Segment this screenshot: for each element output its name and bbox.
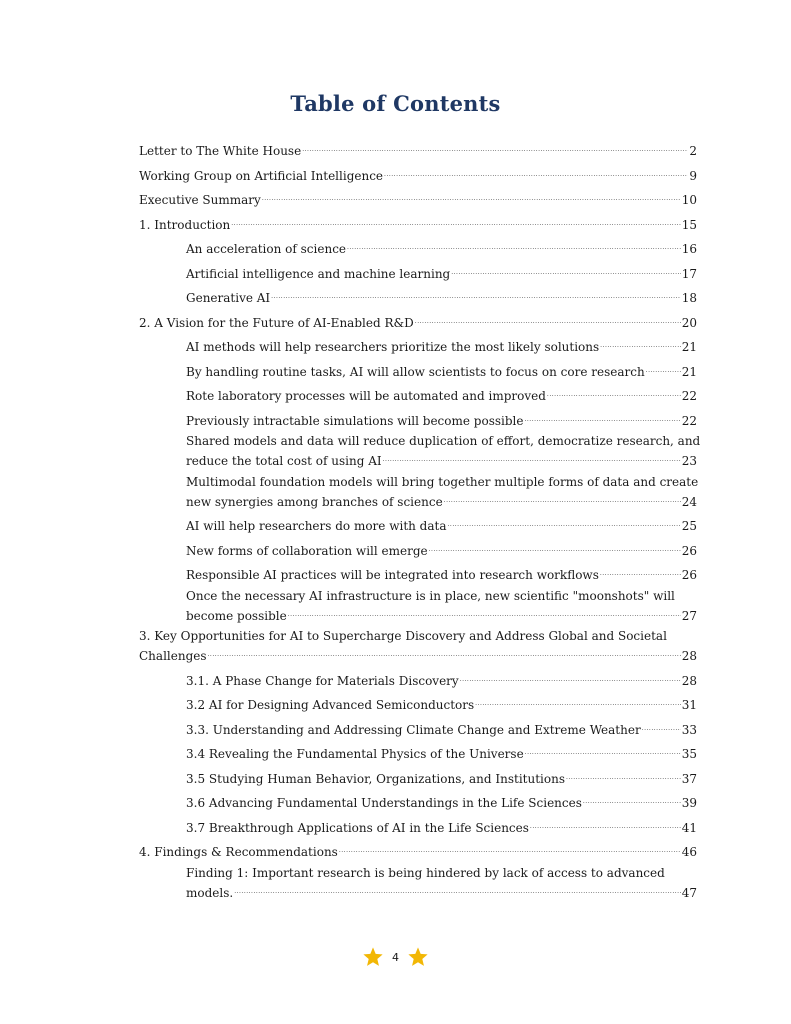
toc-entry-title: 3.4 Revealing the Fundamental Physics of the Universe [186, 747, 524, 761]
toc-entry-page: 26 [681, 543, 697, 558]
toc-entry-title: 3.2 AI for Designing Advanced Semiconductors [186, 698, 475, 712]
toc-entry[interactable] [186, 286, 697, 305]
toc-entry-title: 3. Key Opportunities for AI to Supercharge Discovery and Address Global and Societal [139, 629, 667, 643]
toc-entry-title: reduce the total cost of using AI [186, 454, 382, 468]
toc-entry-title: Previously intractable simulations will become possible [186, 413, 524, 428]
toc-entry-title: New forms of collaboration will emerge [186, 543, 428, 558]
toc-entry-title: Generative AI [186, 291, 271, 305]
dot-leader [384, 164, 688, 180]
dot-leader [475, 693, 681, 709]
toc-entry-title: Multimodal foundation models will bring together multiple forms of data and create [186, 474, 699, 489]
page-title: Table of Contents [290, 91, 501, 116]
toc-entry-title: AI methods will help researchers prioritize the most likely solutions [186, 340, 600, 354]
toc-entry-title: 2. A Vision for the Future of AI-Enabled R&D [139, 315, 414, 330]
toc-entry[interactable] [139, 311, 697, 330]
dot-leader [302, 139, 688, 155]
toc-entry-page: 23 [681, 454, 697, 468]
toc-entry[interactable] [186, 563, 697, 582]
toc-entry[interactable] [186, 588, 697, 623]
toc-entry-title: 1. Introduction [139, 217, 231, 232]
dot-leader [524, 409, 680, 425]
dot-leader [208, 644, 681, 660]
toc-entry-title: Executive Summary [139, 193, 261, 207]
toc-entry[interactable] [186, 816, 697, 835]
toc-entry-page: 37 [681, 771, 697, 786]
toc-entry-page: 15 [681, 217, 697, 232]
toc-entry-title: new synergies among branches of science [186, 494, 443, 509]
star-icon [362, 946, 384, 968]
dot-leader [262, 188, 681, 204]
toc-entry-page: 25 [681, 519, 697, 533]
toc-entry-title: AI will help researchers do more with data [186, 519, 447, 533]
toc-entry-title: Challenges [139, 649, 207, 663]
dot-leader [530, 816, 681, 832]
dot-leader [451, 262, 680, 278]
toc-entry[interactable] [139, 840, 697, 859]
toc-entry-page: 47 [681, 885, 697, 900]
toc-entry-title: 3.6 Advancing Fundamental Understandings in the Life Sciences [186, 796, 582, 810]
dot-leader [646, 360, 681, 376]
toc-entry-page: 16 [681, 242, 697, 256]
toc-entry-title: By handling routine tasks, AI will allow scientists to focus on core research [186, 364, 645, 379]
dot-leader [566, 767, 681, 783]
toc-entry-page: 21 [681, 364, 697, 379]
toc-entry[interactable] [139, 213, 697, 232]
dot-leader [234, 881, 681, 897]
toc-entry[interactable] [186, 237, 697, 256]
toc-entry-page: 2 [689, 144, 697, 158]
toc-entry[interactable] [139, 628, 697, 663]
toc-entry[interactable] [186, 514, 697, 533]
toc-entry-title: 3.3. Understanding and Addressing Climate Change and Extreme Weather [186, 722, 641, 737]
toc-entry[interactable] [139, 164, 697, 183]
dot-leader [460, 669, 681, 685]
toc-entry-title: 3.5 Studying Human Behavior, Organizations, and Institutions [186, 771, 565, 786]
toc-entry[interactable] [186, 669, 697, 688]
toc-entry-page: 31 [681, 698, 697, 712]
toc-entry[interactable] [186, 360, 697, 379]
toc-entry[interactable] [186, 474, 699, 509]
toc-entry-page: 9 [689, 168, 697, 183]
toc-entry-title: models. [186, 885, 234, 900]
toc-entry-title: Once the necessary AI infrastructure is in place, new scientific "moonshots" will [186, 588, 675, 603]
dot-leader [600, 335, 681, 351]
toc-entry-page: 46 [681, 845, 697, 859]
toc-entry[interactable] [186, 767, 697, 786]
dot-leader [231, 213, 680, 229]
toc-entry[interactable] [186, 335, 697, 354]
dot-leader [339, 840, 681, 856]
toc-entry-page: 22 [681, 413, 697, 428]
toc-entry-title: An acceleration of science [186, 242, 347, 256]
toc-entry-page: 18 [681, 291, 697, 305]
toc-entry-page: 39 [681, 796, 697, 810]
toc-entry-page: 27 [681, 608, 697, 623]
toc-entry-title: 4. Findings & Recommendations [139, 845, 338, 859]
toc-entry-page: 33 [681, 722, 697, 737]
toc-entry-page: 17 [681, 266, 697, 281]
toc-entry-page: 28 [681, 673, 697, 688]
toc-entry-page: 35 [681, 747, 697, 761]
toc-entry-title: Letter to The White House [139, 144, 302, 158]
dot-leader [347, 237, 681, 253]
dot-leader [600, 563, 681, 579]
star-icon [407, 946, 429, 968]
toc-entry[interactable] [139, 188, 697, 207]
toc-entry[interactable] [186, 865, 697, 900]
dot-leader [271, 286, 681, 302]
dot-leader [448, 514, 681, 530]
toc-entry-title: Working Group on Artificial Intelligence [139, 168, 384, 183]
dot-leader [525, 742, 681, 758]
dot-leader [642, 718, 681, 734]
dot-leader [583, 791, 681, 807]
dot-leader [415, 311, 681, 327]
toc-entry[interactable] [186, 718, 697, 737]
toc-entry-title: 3.7 Breakthrough Applications of AI in the Life Sciences [186, 820, 529, 835]
toc-entry-page: 28 [681, 649, 697, 663]
dot-leader [444, 490, 681, 506]
page-number: 4 [392, 950, 399, 964]
dot-leader [547, 384, 681, 400]
dot-leader [383, 449, 681, 465]
toc-entry[interactable] [186, 384, 697, 403]
toc-entry[interactable] [186, 409, 697, 428]
toc-entry-title: Artificial intelligence and machine learning [186, 266, 451, 281]
toc-entry-title: become possible [186, 608, 287, 623]
toc-entry-page: 26 [681, 568, 697, 582]
toc-entry[interactable] [186, 433, 701, 468]
toc-entry-page: 22 [681, 389, 697, 403]
table-of-contents [139, 139, 701, 905]
toc-entry[interactable] [186, 693, 697, 712]
toc-entry[interactable] [139, 139, 697, 158]
dot-leader [288, 604, 681, 620]
toc-entry-page: 20 [681, 315, 697, 330]
toc-entry-title: Rote laboratory processes will be automated and improved [186, 389, 546, 403]
dot-leader [429, 539, 681, 555]
toc-entry[interactable] [186, 791, 697, 810]
toc-entry-page: 10 [681, 193, 697, 207]
toc-entry-page: 41 [681, 820, 697, 835]
toc-entry-page: 24 [681, 494, 697, 509]
page-footer [0, 946, 791, 968]
toc-entry-title: Finding 1: Important research is being hindered by lack of access to advanced [186, 865, 665, 880]
toc-entry[interactable] [186, 539, 697, 558]
toc-entry-title: Responsible AI practices will be integrated into research workflows [186, 568, 599, 582]
toc-entry[interactable] [186, 262, 697, 281]
toc-entry-page: 21 [681, 340, 697, 354]
toc-entry-title: 3.1. A Phase Change for Materials Discovery [186, 673, 459, 688]
toc-entry[interactable] [186, 742, 697, 761]
toc-entry-title: Shared models and data will reduce duplication of effort, democratize research, and [186, 434, 701, 448]
